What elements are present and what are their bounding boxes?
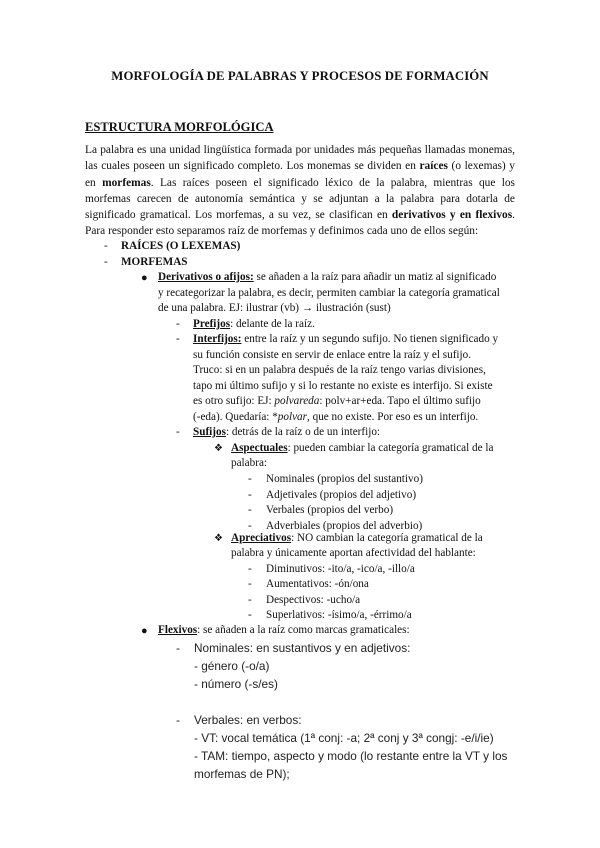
aspectuales-item: Adjetivales (propios del adjetivo): [266, 489, 417, 501]
dash-marker: -: [248, 594, 252, 606]
derivativos-line: de una palabra. EJ: ilustrar (vb) → ilustración (sust): [158, 302, 391, 314]
dash-marker: -: [248, 563, 252, 575]
dash-marker: -: [176, 713, 180, 727]
apreciativos-item: Aumentativos: -ón/ona: [266, 578, 369, 590]
interfijos-line: su función consiste en servir de enlace entre la raíz y el sufijo.: [193, 349, 472, 361]
apreciativos-item: Diminutivos: -ito/a, -ico/a, -illo/a: [266, 563, 415, 575]
aspectuales-line: Aspectuales: pueden cambiar la categoría gramatical de la: [231, 442, 494, 454]
raices-item: RAÍCES (O LEXEMAS): [121, 240, 241, 252]
diamond-marker: ❖: [214, 533, 223, 544]
aspectuales-item: Adverbiales (propios del adverbio): [266, 520, 423, 532]
sufijos-line: Sufijos: detrás de la raíz o de un interfijo:: [193, 426, 381, 438]
flexivos-line: Flexivos: se añaden a la raíz como marcas gramaticales:: [158, 624, 410, 636]
aspectuales-line: palabra:: [231, 457, 268, 469]
interfijos-line: tapo mi último sufijo y si lo restante no existe es interfijo. Si existe: [193, 380, 493, 392]
dash-marker: -: [176, 318, 180, 330]
dash-marker: -: [104, 240, 108, 252]
intro-paragraph: La palabra es una unidad lingüística formada por unidades más pequeñas llamadas monemas, las cuales poseen un significado completo. Los monemas se dividen en raíces (o lexemas) y en morfemas. Las raíces poseen el significado léxico de la palabra, mientras que los morfemas carecen de autonomía semántica y se adjuntan a la palabra para dotarla de significado gramatical. Los morfemas, a su vez, se clasifican en derivativos y en flexivos. Para responder esto separamos raíz de morfemas y definimos cada uno de ellos según:: [85, 144, 516, 238]
apreciativos-item: Despectivos: -ucho/a: [266, 594, 361, 606]
dash-marker: -: [248, 609, 252, 621]
apreciativos-item: Superlativos: -ísimo/a, -érrimo/a: [266, 609, 412, 621]
prefijos-line: Prefijos: delante de la raíz.: [193, 318, 315, 330]
verbales-line: - VT: vocal temática (1ª conj: -a; 2ª conj y 3ª congj: -e/i/ie): [194, 731, 494, 745]
morfemas-item: MORFEMAS: [121, 256, 188, 268]
bullet-marker: ●: [141, 625, 148, 637]
apreciativos-line: palabra y únicamente aportan afectividad del hablante:: [231, 547, 476, 559]
interfijos-line: es otro sufijo: EJ: polvareda: polv+ar+eda. Tapo el último sufijo: [193, 395, 481, 407]
aspectuales-item: Nominales (propios del sustantivo): [266, 473, 423, 485]
interfijos-line: (-eda). Quedaría: *polvar, que no existe. Por eso es un interfijo.: [193, 411, 479, 423]
interfijos-line: Interfijos: entre la raíz y un segundo sufijo. No tienen significado y: [193, 333, 499, 345]
verbales-line: morfemas de PN);: [194, 767, 290, 781]
nominales-line: - género (-o/a): [194, 659, 270, 673]
diamond-marker: ❖: [214, 443, 223, 454]
dash-marker: -: [104, 256, 108, 268]
verbales-line: - TAM: tiempo, aspecto y modo (lo restante entre la VT y los: [194, 749, 508, 763]
page-title: MORFOLOGÍA DE PALABRAS Y PROCESOS DE FORMACIÓN: [111, 69, 489, 83]
section-heading: ESTRUCTURA MORFOLÓGICA: [85, 120, 274, 134]
dash-marker: -: [248, 520, 252, 532]
nominales-line: - número (-s/es): [194, 677, 278, 691]
nominales-label: Nominales: en sustantivos y en adjetivos:: [194, 641, 411, 655]
derivativos-line: Derivativos o afijos: se añaden a la raíz para añadir un matiz al significado: [158, 271, 497, 283]
verbales-label: Verbales: en verbos:: [194, 713, 302, 727]
dash-marker: -: [248, 489, 252, 501]
dash-marker: -: [248, 578, 252, 590]
aspectuales-item: Verbales (propios del verbo): [266, 504, 394, 516]
apreciativos-line: Apreciativos: NO cambian la categoría gramatical de la: [231, 532, 483, 544]
dash-marker: -: [176, 333, 180, 345]
bullet-marker: ●: [141, 272, 148, 284]
dash-marker: -: [176, 641, 180, 655]
dash-marker: -: [248, 473, 252, 485]
interfijos-line: Truco: si en un palabra después de la raíz tengo varias divisiones,: [193, 364, 486, 376]
dash-marker: -: [248, 504, 252, 516]
dash-marker: -: [176, 426, 180, 438]
derivativos-line: y recategorizar la palabra, es decir, permiten cambiar la categoría gramatical: [158, 287, 500, 299]
